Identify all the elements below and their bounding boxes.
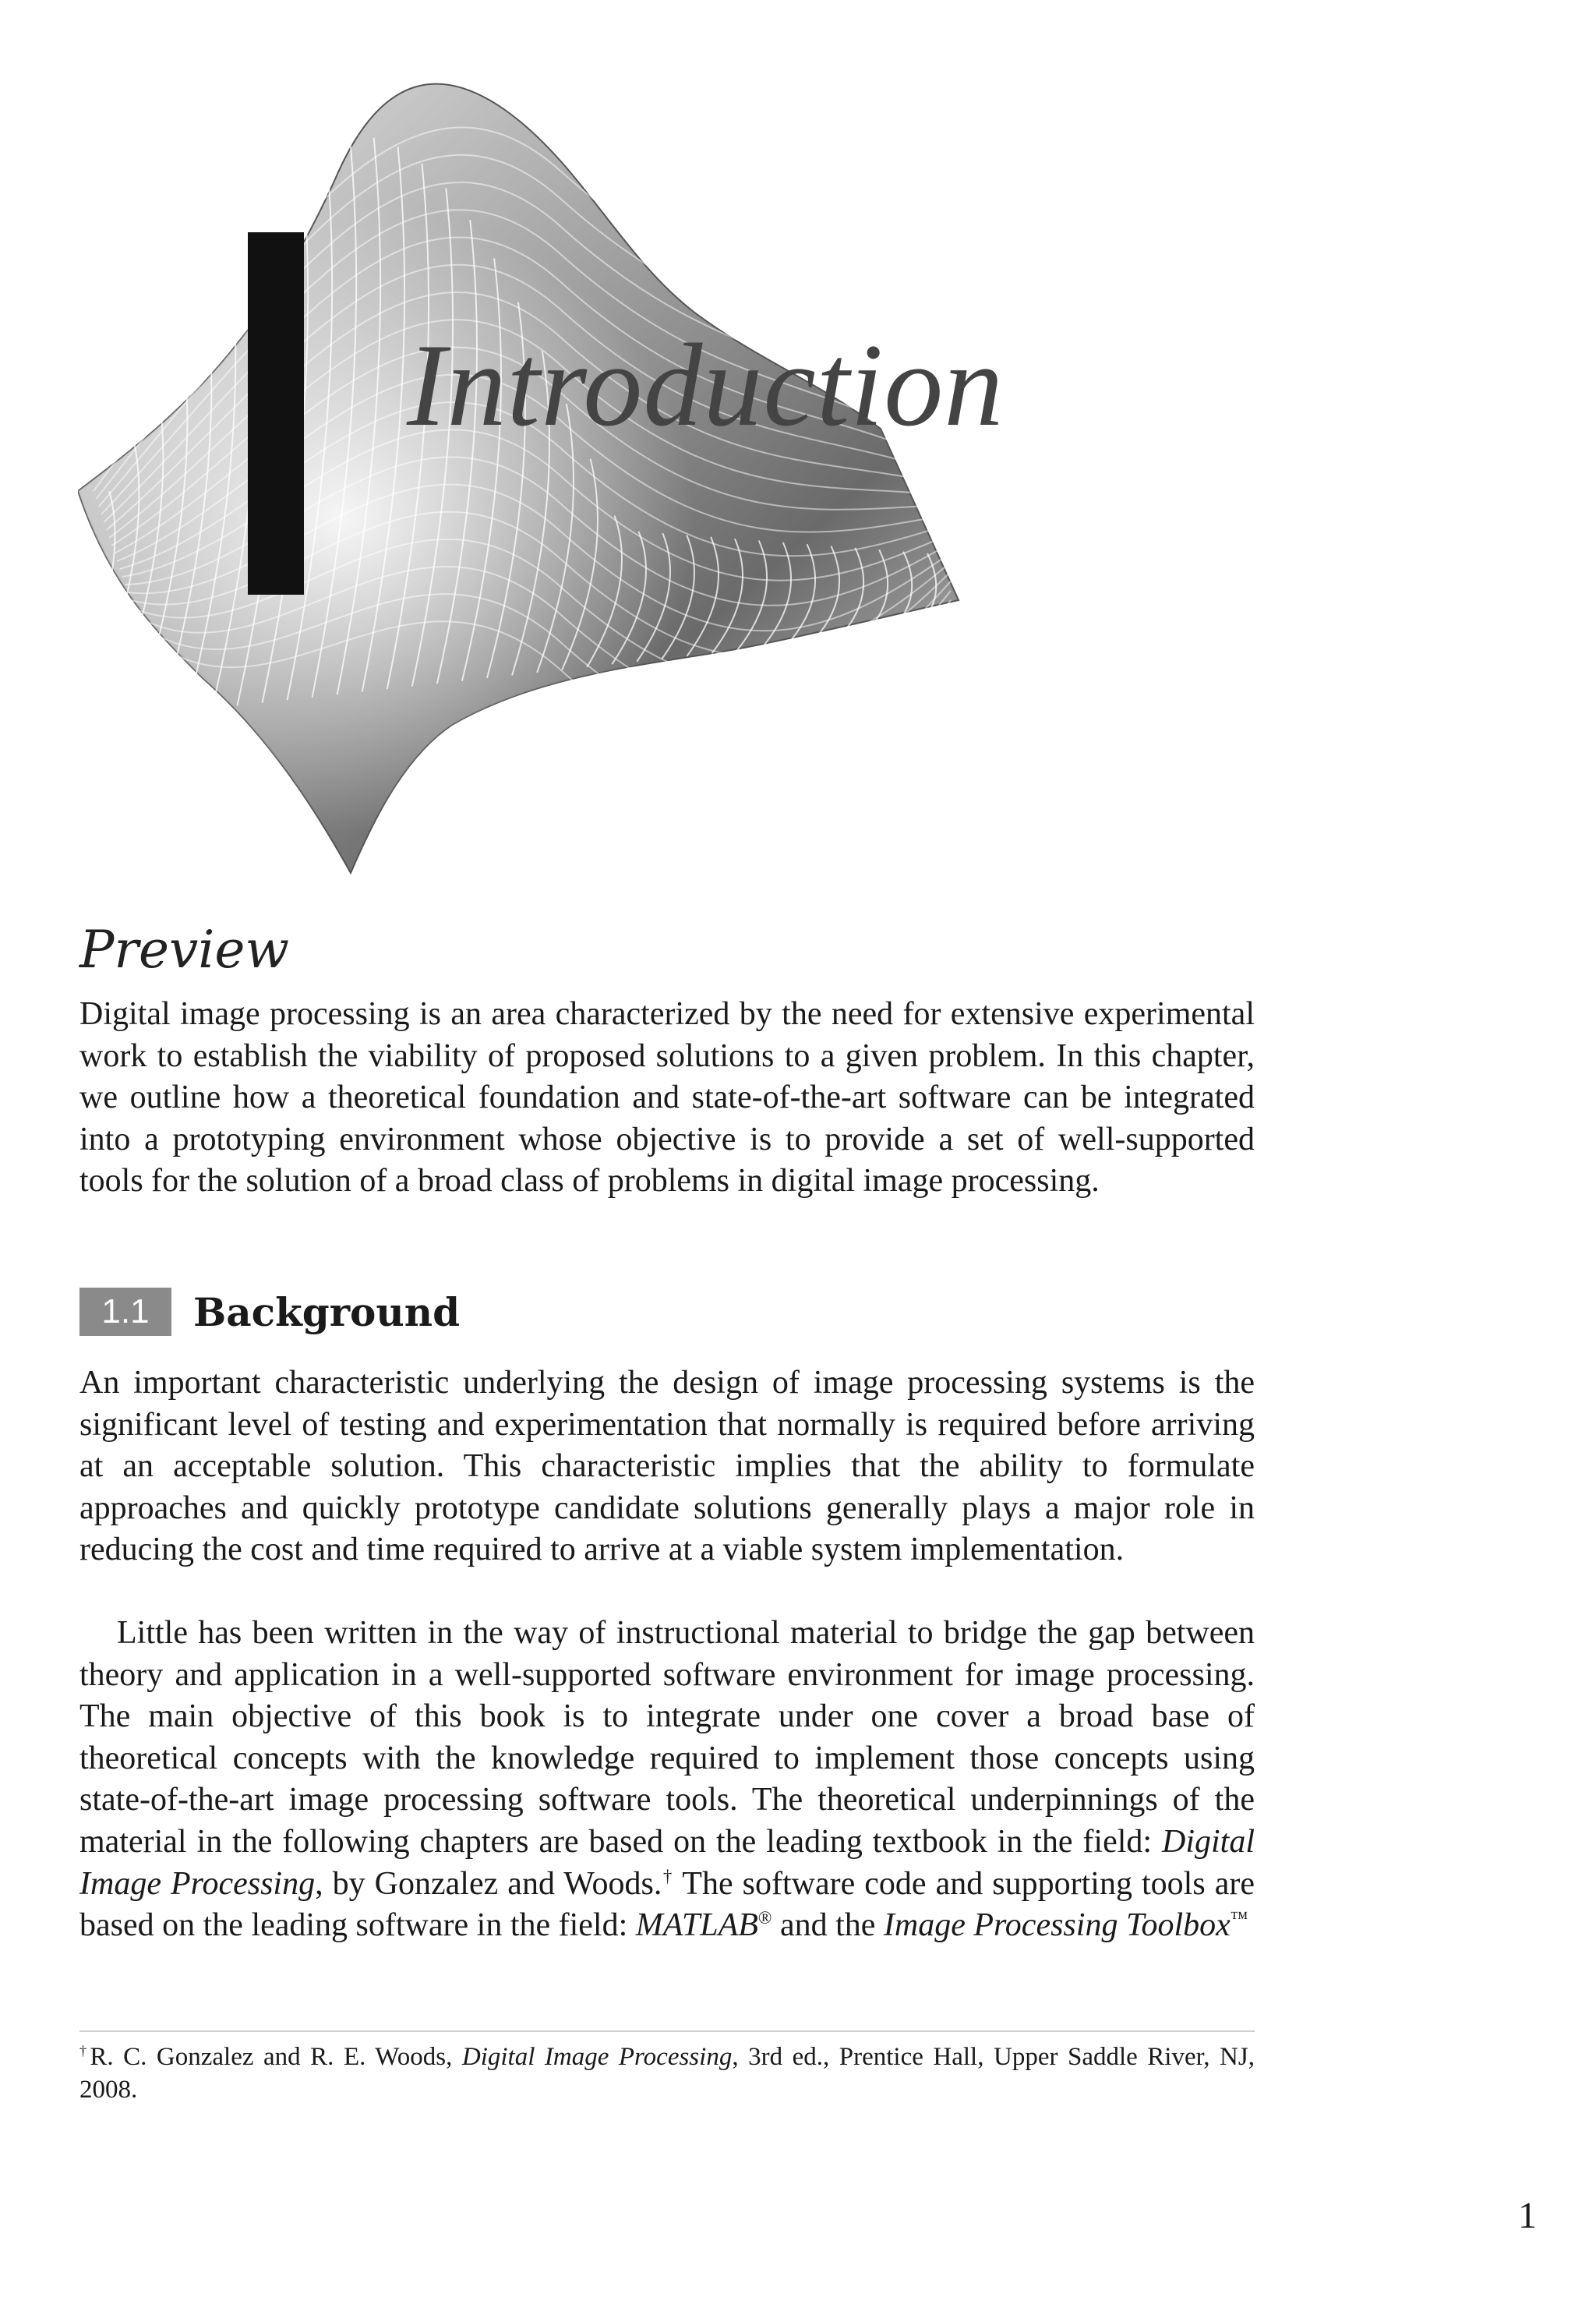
preview-heading: Preview [79, 920, 289, 980]
chapter-title: Introduction [407, 320, 1005, 451]
footnote [79, 2041, 1255, 2106]
registered-mark: ® [757, 1907, 772, 1928]
section-title: Background [193, 1288, 461, 1335]
para2-text-and: and the [772, 1907, 884, 1944]
para2-text-mid2: The software code and supporting tools are based on the leading software in the field: [79, 1865, 1255, 1944]
chapter-banner-illustration [78, 55, 966, 881]
background-paragraph-1: An important characteristic underlying the design of image processing systems is the significant level of testing and experimentation that normally is required before arriving at an acceptable solution. This characteristic implies that the ability to formulate approaches and quickly prototype candidate solutions generally plays a major role in reducing the cost and time required to arrive at a viable system implementation. [79, 1365, 1255, 1568]
footnote-details: , 3rd ed., Prentice Hall, Upper Saddle River, NJ, 2008. [79, 2043, 1255, 2104]
preview-paragraph: Digital image processing is an area characterized by the need for extensive experimental work to establish the viability of proposed solutions to a given problem. In this chapter, we outline how a theoretical foundation and state-of-the-art software can be integrated into a prototyping environment whose objective is to provide a set of well-supported tools for the solution of a broad class of problems in digital image processing. [79, 996, 1255, 1200]
para2-toolbox: Image Processing Toolbox [883, 1907, 1231, 1944]
para2-book-title: Digital Image Processing [79, 1823, 1255, 1902]
footnote-divider [79, 2030, 1255, 2032]
chapter-number-bar [248, 232, 304, 595]
footnote-book-title: Digital Image Processing [461, 2043, 733, 2071]
para2-matlab: MATLAB [635, 1907, 758, 1944]
para2-text-start: Little has been written in the way of instructional material to bridge the gap between theory and application in a well-supported software environment for image processing. The main objective of this book is to integrate under one cover a broad base of theoretical concepts with the knowledge required to implement those concepts using state-of-the-art image processing software tools. The theoretical underpinnings of the material in the following chapters are based on the leading textbook in the field: [79, 1615, 1255, 1860]
section-heading [79, 1288, 460, 1336]
para2-text-mid: , by Gonzalez and Woods. [315, 1865, 662, 1902]
footnote-dagger: † [79, 2043, 90, 2058]
section-number-badge: 1.1 [79, 1288, 171, 1336]
page-number: 1 [1518, 2195, 1537, 2236]
trademark-mark: ™ [1230, 1907, 1248, 1928]
footnote-reference-mark[interactable]: † [662, 1865, 673, 1886]
footnote-authors: R. C. Gonzalez and R. E. Woods, [90, 2043, 462, 2071]
background-paragraph-2 [79, 1613, 1255, 1947]
